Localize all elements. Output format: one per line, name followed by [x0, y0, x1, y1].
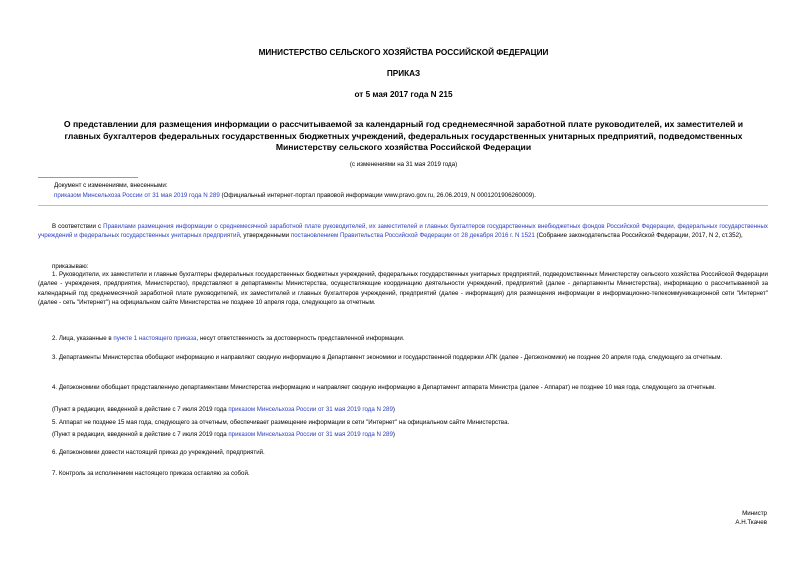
document-type: ПРИКАЗ [386, 69, 421, 78]
ministry-name: МИНИСТЕРСТВО СЕЛЬСКОГО ХОЗЯЙСТВА РОССИЙСКОЙ ФЕДЕРАЦИИ [258, 48, 549, 57]
item-3-text: 3. Департаменты Министерства обобщают информацию и направляют сводную информацию в Департамент экономики и государственной поддержки АПК (далее - Депэкономики) не позднее 20 апреля года, следующего за отчетным. [52, 354, 723, 361]
changes-link[interactable]: приказом Минсельхоза России от 31 мая 2019 года N 289 [54, 192, 220, 199]
divider-bottom [38, 205, 768, 206]
changes-source: (Официальный интернет-портал правовой информации www.pravo.gov.ru, 26.06.2019, N 0001201906260009). [219, 192, 536, 199]
item-7-text: 7. Контроль за исполнением настоящего приказа оставляю за собой. [52, 470, 250, 477]
changes-block [54, 181, 764, 201]
document-title: О представлении для размещения информации о рассчитываемой за календарный год среднемесячной заработной плате руководителей, их заместителей и главных бухгалтеров федеральных государственных бюджетных учреждений, федеральных государственных унитарных предприятий, подведомственных Министерству сельского хозяйства Российской Федерации [63, 119, 744, 152]
signature-block [735, 509, 767, 527]
changes-label: Документ с изменениями, внесенными: [54, 182, 168, 189]
item-1 [38, 270, 768, 308]
document-date-number: от 5 мая 2017 года N 215 [354, 90, 453, 99]
item-2-text-a: 2. Лица, указанные в [52, 335, 114, 342]
changes-line [54, 191, 764, 201]
preamble-part1: В соответствии с [52, 223, 104, 230]
item-7 [38, 469, 768, 478]
item-2-text-b: , несут ответственность за достоверность представленной информации. [196, 335, 405, 342]
preamble [38, 222, 768, 241]
item-6-text: 6. Депэкономики довести настоящий приказ до учреждений, предприятий. [52, 449, 265, 456]
item-4-note [38, 405, 768, 414]
item-5-note-a: (Пункт в редакции, введенной в действие с 7 июля 2019 года [52, 431, 229, 438]
item-5-note [38, 430, 768, 439]
item-4-note-b: ) [392, 406, 395, 413]
divider-top [38, 177, 138, 178]
revision-note: (с изменениями на 31 мая 2019 года) [349, 161, 458, 168]
item-1-text: 1. Руководители, их заместители и главные бухгалтеры федеральных государственных бюджетных учреждений, федеральных государственных унитарных предприятий, подведомственных Министерству сельского хозяйства Российской Федерации (далее - учреждения, предприятия, Министерство), представляют в департаменты Министерства, осуществляющие координацию деятельности учреждений, предприятий (далее - департаменты Министерства), информацию о рассчитываемой за календарный год среднемесячной заработной плате руководителей, их заместителей и главных бухгалтеров учреждений, предприятий (далее - информация) для размещения информации в информационно-телекоммуникационной сети "Интернет" (далее - сеть "Интернет") на официальном сайте Министерства не позднее 10 апреля года, следующего за отчетным. [38, 271, 768, 307]
preamble-link-decree[interactable]: постановлением Правительства Российской Федерации от 28 декабря 2016 г. N 1521 [290, 232, 535, 240]
item-5-text: 5. Аппарат не позднее 15 мая года, следующего за отчетным, обеспечивает размещение информации в сети "Интернет" на официальном сайте Министерства. [52, 419, 510, 426]
signature-name: А.Н.Ткачев [735, 519, 767, 526]
item-4-note-link[interactable]: приказом Минсельхоза России от 31 мая 2019 года N 289 [228, 406, 393, 413]
item-6 [38, 448, 768, 457]
item-5 [38, 418, 768, 427]
item-4-text: 4. Депэкономики обобщает представленную департаментами Министерства информацию и направляет сводную информацию в Департамент аппарата Министра (далее - Аппарат) не позднее 10 мая года, следующего за отчетным. [52, 384, 716, 391]
signature-position: Министр [742, 510, 767, 517]
preamble-part3: (Собрание законодательства Российской Федерации, 2017, N 2, ст.352), [534, 232, 743, 240]
preamble-link-rules[interactable]: Правилами размещения информации о среднемесячной заработной плате руководителей, их заместителей и главных бухгалтеров государственных внебюджетных фондов Российской Федерации, федеральных государственных учреждений и федеральных государственных унитарных предприятий [38, 223, 768, 240]
order-word-text: приказываю: [52, 263, 89, 270]
item-4-note-a: (Пункт в редакции, введенной в действие с 7 июля 2019 года [52, 406, 229, 413]
item-4 [38, 383, 768, 392]
item-5-note-b: ) [392, 431, 395, 438]
item-2-link[interactable]: пункте 1 настоящего приказа [113, 335, 197, 342]
item-2 [38, 334, 768, 343]
item-5-note-link[interactable]: приказом Минсельхоза России от 31 мая 2019 года N 289 [228, 431, 393, 438]
preamble-part2: , утвержденными [239, 232, 291, 240]
item-3 [38, 353, 768, 362]
